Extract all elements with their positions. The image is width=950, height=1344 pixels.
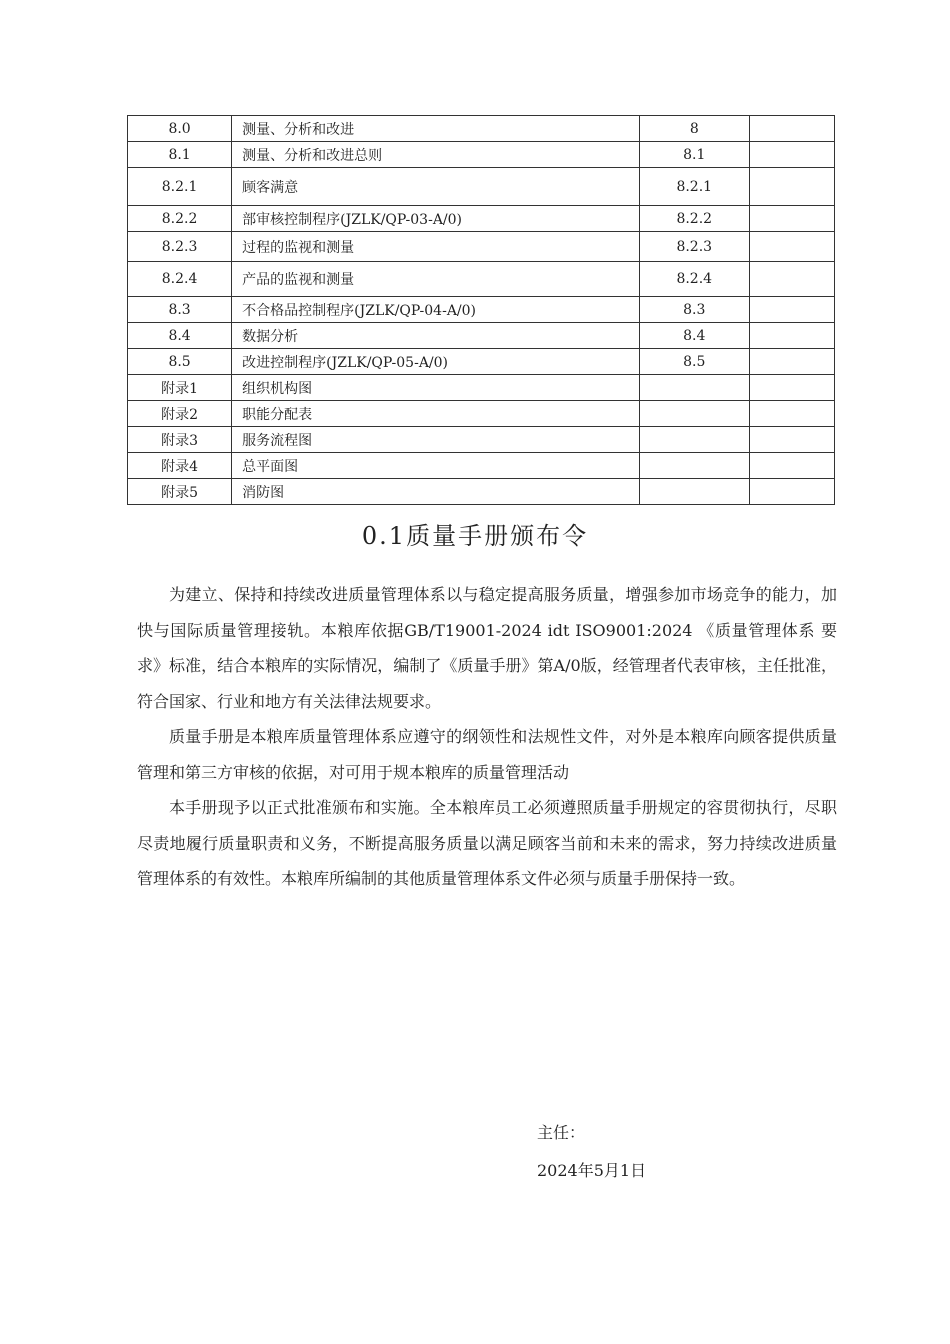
toc-section-number: 8.2.3: [128, 232, 232, 262]
toc-section-number: 8.4: [128, 323, 232, 349]
toc-section-title: 消防图: [232, 479, 640, 505]
toc-section-title: 产品的监视和测量: [232, 262, 640, 297]
signature-label: 主任：: [537, 1123, 586, 1142]
toc-section-number: 8.1: [128, 142, 232, 168]
toc-extra-cell: [749, 349, 834, 375]
toc-extra-cell: [749, 427, 834, 453]
toc-section-title: 数据分析: [232, 323, 640, 349]
signature-date: 2024年5月1日: [537, 1161, 647, 1180]
toc-page-ref: 8.4: [639, 323, 749, 349]
table-row: [128, 168, 835, 206]
toc-page-ref: 8: [639, 116, 749, 142]
toc-page-ref: 8.2.2: [639, 206, 749, 232]
toc-section-number: 附录1: [128, 375, 232, 401]
toc-extra-cell: [749, 323, 834, 349]
toc-section-number: 8.3: [128, 297, 232, 323]
table-row: [128, 232, 835, 262]
toc-section-number: 附录2: [128, 401, 232, 427]
toc-page-ref: [639, 375, 749, 401]
table-row: [128, 262, 835, 297]
toc-page-ref: [639, 479, 749, 505]
toc-page-ref: [639, 401, 749, 427]
toc-page-ref: 8.5: [639, 349, 749, 375]
toc-page-ref: 8.2.3: [639, 232, 749, 262]
toc-section-title: 服务流程图: [232, 427, 640, 453]
toc-section-title: 总平面图: [232, 453, 640, 479]
toc-extra-cell: [749, 142, 834, 168]
toc-section-title: 部审核控制程序(JZLK/QP-03-A/0): [232, 206, 640, 232]
toc-section-title: 职能分配表: [232, 401, 640, 427]
table-row: [128, 453, 835, 479]
toc-page-ref: 8.3: [639, 297, 749, 323]
table-row: [128, 479, 835, 505]
table-row: [128, 116, 835, 142]
toc-section-number: 8.5: [128, 349, 232, 375]
toc-section-title: 测量、分析和改进总则: [232, 142, 640, 168]
table-row: [128, 206, 835, 232]
toc-page-ref: 8.1: [639, 142, 749, 168]
table-row: [128, 401, 835, 427]
toc-page-ref: [639, 427, 749, 453]
toc-extra-cell: [749, 168, 834, 206]
toc-page-ref: 8.2.1: [639, 168, 749, 206]
toc-extra-cell: [749, 479, 834, 505]
toc-extra-cell: [749, 262, 834, 297]
toc-extra-cell: [749, 116, 834, 142]
table-row: [128, 142, 835, 168]
toc-section-number: 8.2.1: [128, 168, 232, 206]
toc-section-number: 附录3: [128, 427, 232, 453]
toc-section-number: 附录5: [128, 479, 232, 505]
toc-table: [127, 115, 835, 505]
table-row: [128, 427, 835, 453]
toc-section-title: 改进控制程序(JZLK/QP-05-A/0): [232, 349, 640, 375]
page-title: 0.1质量手册颁布令: [361, 522, 589, 550]
toc-page-ref: [639, 453, 749, 479]
toc-section-title: 组织机构图: [232, 375, 640, 401]
table-row: [128, 297, 835, 323]
table-row: [128, 323, 835, 349]
toc-section-title: 测量、分析和改进: [232, 116, 640, 142]
toc-extra-cell: [749, 453, 834, 479]
paragraph-2: 质量手册是本粮库质量管理体系应遵守的纲领性和法规性文件，对外是本粮库向顾客提供质量管理和第三方审核的依据，对可用于规本粮库的质量管理活动: [137, 727, 837, 782]
toc-section-number: 8.2.2: [128, 206, 232, 232]
toc-page-ref: 8.2.4: [639, 262, 749, 297]
toc-section-number: 8.2.4: [128, 262, 232, 297]
paragraph-3: 本手册现予以正式批准颁布和实施。全本粮库员工必须遵照质量手册规定的容贯彻执行，尽职尽责地履行质量职责和义务，不断提高服务质量以满足顾客当前和未来的需求，努力持续改进质量管理体系的有效性。本粮库所编制的其他质量管理体系文件必须与质量手册保持一致。: [137, 798, 837, 888]
toc-extra-cell: [749, 401, 834, 427]
toc-extra-cell: [749, 232, 834, 262]
table-row: [128, 375, 835, 401]
toc-extra-cell: [749, 375, 834, 401]
toc-section-number: 8.0: [128, 116, 232, 142]
toc-extra-cell: [749, 206, 834, 232]
toc-section-number: 附录4: [128, 453, 232, 479]
body-text: [137, 577, 837, 897]
paragraph-1: 为建立、保持和持续改进质量管理体系以与稳定提高服务质量，增强参加市场竞争的能力，加快与国际质量管理接轨。本粮库依据GB/T19001-2024 idt ISO9001:2024 《质量管理体系 要求》标准，结合本粮库的实际情况，编制了《质量手册》第A/0版，经管理者代表审核，主任批准，符合国家、行业和地方有关法律法规要求。: [137, 585, 837, 711]
table-row: [128, 349, 835, 375]
toc-section-title: 不合格品控制程序(JZLK/QP-04-A/0): [232, 297, 640, 323]
toc-extra-cell: [749, 297, 834, 323]
toc-section-title: 过程的监视和测量: [232, 232, 640, 262]
toc-section-title: 顾客满意: [232, 168, 640, 206]
